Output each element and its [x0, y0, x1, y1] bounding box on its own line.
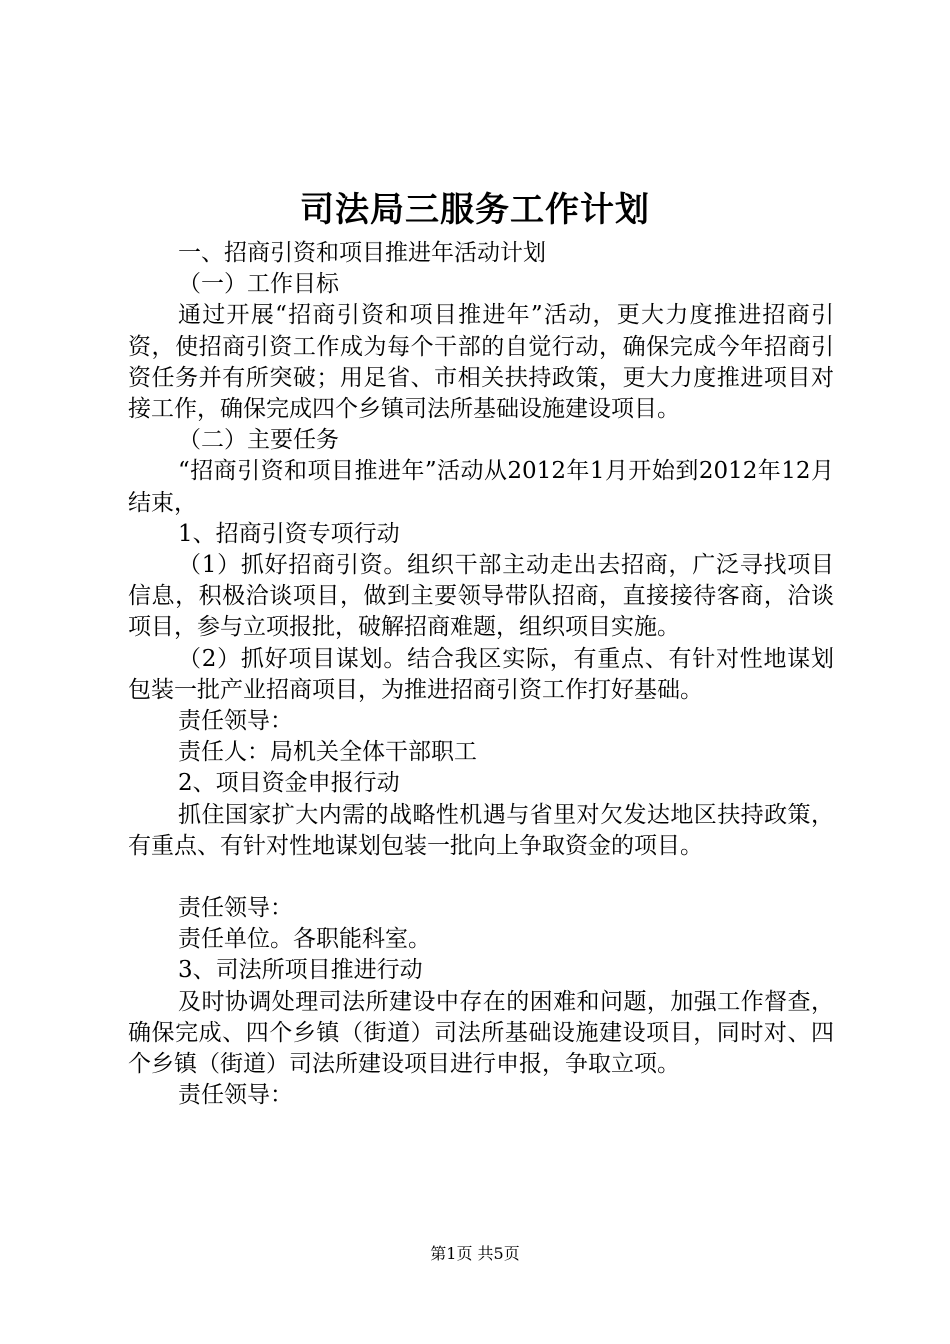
subsection-heading: （一）工作目标	[178, 271, 339, 298]
body-paragraph: （2）抓好项目谋划。结合我区实际，有重点、有针对性地谋划包装一批产业招商项目，为推进招商引资工作打好基础。	[128, 645, 834, 703]
page-footer: 第1页 共5页	[430, 1244, 520, 1263]
responsibility-line: 责任领导：	[178, 1082, 293, 1109]
body-paragraph: （1）抓好招商引资。组织干部主动走出去招商，广泛寻找项目信息，积极洽谈项目，做到主要领导带队招商，直接接待客商，洽谈项目，参与立项报批，破解招商难题，组织项目实施。	[128, 552, 834, 641]
section-heading: 一、招商引资和项目推进年活动计划	[178, 240, 546, 266]
document-title: 司法局三服务工作计划	[300, 190, 650, 230]
item-heading: 2、项目资金申报行动	[178, 770, 400, 797]
body-paragraph: 通过开展“招商引资和项目推进年”活动，更大力度推进招商引资，使招商引资工作成为每个干部的自觉行动，确保完成今年招商引资任务并有所突破；用足省、市相关扶持政策，更大力度推进项目对接工作，确保完成四个乡镇司法所基础设施建设项目。	[128, 302, 834, 423]
responsibility-line: 责任人：局机关全体干部职工	[178, 739, 477, 766]
item-heading: 3、司法所项目推进行动	[178, 957, 423, 984]
responsibility-line: 责任领导：	[178, 708, 293, 735]
body-paragraph: 抓住国家扩大内需的战略性机遇与省里对欠发达地区扶持政策，有重点、有针对性地谋划包装一批向上争取资金的项目。	[128, 801, 834, 859]
responsibility-line: 责任领导：	[178, 895, 293, 922]
document-body	[128, 238, 834, 1111]
item-heading: 1、招商引资专项行动	[178, 520, 400, 547]
body-paragraph: 及时协调处理司法所建设中存在的困难和问题，加强工作督查，确保完成、四个乡镇（街道）司法所基础设施建设项目，同时对、四个乡镇（街道）司法所建设项目进行申报，争取立项。	[128, 988, 834, 1078]
subsection-heading: （二）主要任务	[178, 427, 339, 454]
body-paragraph: “招商引资和项目推进年”活动从2012年1月开始到2012年12月结束，	[128, 458, 834, 516]
responsibility-line: 责任单位。各职能科室。	[178, 926, 431, 953]
